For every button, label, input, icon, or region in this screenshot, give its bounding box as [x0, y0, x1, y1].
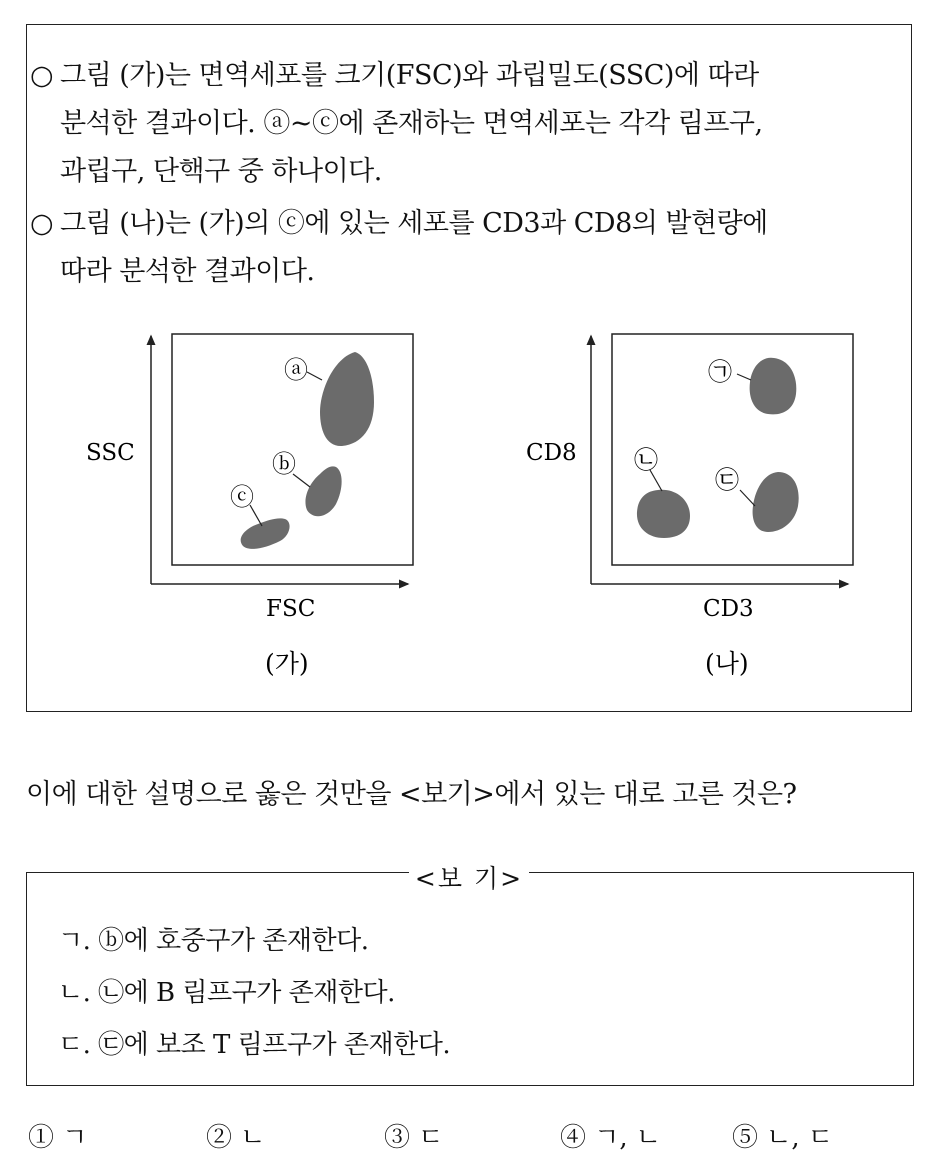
- cluster-b-label: ⓑ: [272, 450, 296, 478]
- choice-1[interactable]: ① ㄱ: [28, 1123, 88, 1153]
- x-axis-label-ga: FSC: [266, 596, 316, 622]
- cluster-1-blob: [750, 358, 797, 415]
- bullet-1-line-3: 과립구, 단핵구 중 하나이다.: [60, 156, 382, 187]
- bogi-title: [0, 859, 938, 895]
- choice-5[interactable]: ⑤ ㄴ, ㄷ: [732, 1123, 834, 1153]
- bullet-mark: ○: [30, 60, 54, 91]
- caption-na: (나): [705, 649, 749, 678]
- bullet-mark: ○: [30, 208, 54, 239]
- choice-3[interactable]: ③ ㄷ: [384, 1123, 444, 1153]
- bogi-item-3: ㄷ. ㉢에 보조 T 림프구가 존재한다.: [58, 1030, 451, 1060]
- cluster-1-label: ㉠: [708, 358, 732, 386]
- cluster-3-blob: [753, 472, 799, 532]
- y-axis-label-ga: SSC: [86, 440, 135, 466]
- cluster-a-blob: [320, 352, 374, 446]
- choice-4[interactable]: ④ ㄱ, ㄴ: [560, 1123, 662, 1153]
- leader-a: [307, 372, 322, 380]
- x-axis-label-na: CD3: [703, 596, 754, 622]
- figure-ga: [86, 334, 413, 678]
- bullet-2-line-1: 그림 (나)는 (가)의 ⓒ에 있는 세포를 CD3과 CD8의 발현량에: [60, 208, 768, 239]
- bullet-1-line-1: 그림 (가)는 면역세포를 크기(FSC)와 과립밀도(SSC)에 따라: [60, 60, 759, 91]
- bogi-item-1: ㄱ. ⓑ에 호중구가 존재한다.: [58, 926, 369, 956]
- cluster-a-label: ⓐ: [284, 356, 308, 384]
- caption-ga: (가): [265, 649, 309, 678]
- question-text: 이에 대한 설명으로 옳은 것만을 <보기>에서 있는 대로 고른 것은?: [26, 779, 797, 810]
- bullet-1-line-2: 분석한 결과이다. ⓐ~ⓒ에 존재하는 면역세포는 각각 림프구,: [60, 108, 763, 139]
- leader-3: [740, 490, 755, 506]
- cluster-2-blob: [637, 490, 690, 538]
- cluster-c-blob: [241, 518, 290, 549]
- choice-2[interactable]: ② ㄴ: [206, 1123, 266, 1153]
- cluster-c-label: ⓒ: [230, 483, 254, 511]
- bullet-2-line-2: 따라 분석한 결과이다.: [60, 256, 315, 287]
- y-axis-label-na: CD8: [526, 440, 577, 466]
- bogi-item-2: ㄴ. ㉡에 B 림프구가 존재한다.: [58, 978, 395, 1008]
- cluster-b-blob: [305, 466, 341, 516]
- leader-1: [737, 374, 751, 380]
- cluster-3-label: ㉢: [715, 466, 739, 494]
- cluster-2-label: ㉡: [634, 446, 658, 474]
- bogi-title-text: <보 기>: [409, 864, 529, 893]
- figure-na: [526, 334, 853, 678]
